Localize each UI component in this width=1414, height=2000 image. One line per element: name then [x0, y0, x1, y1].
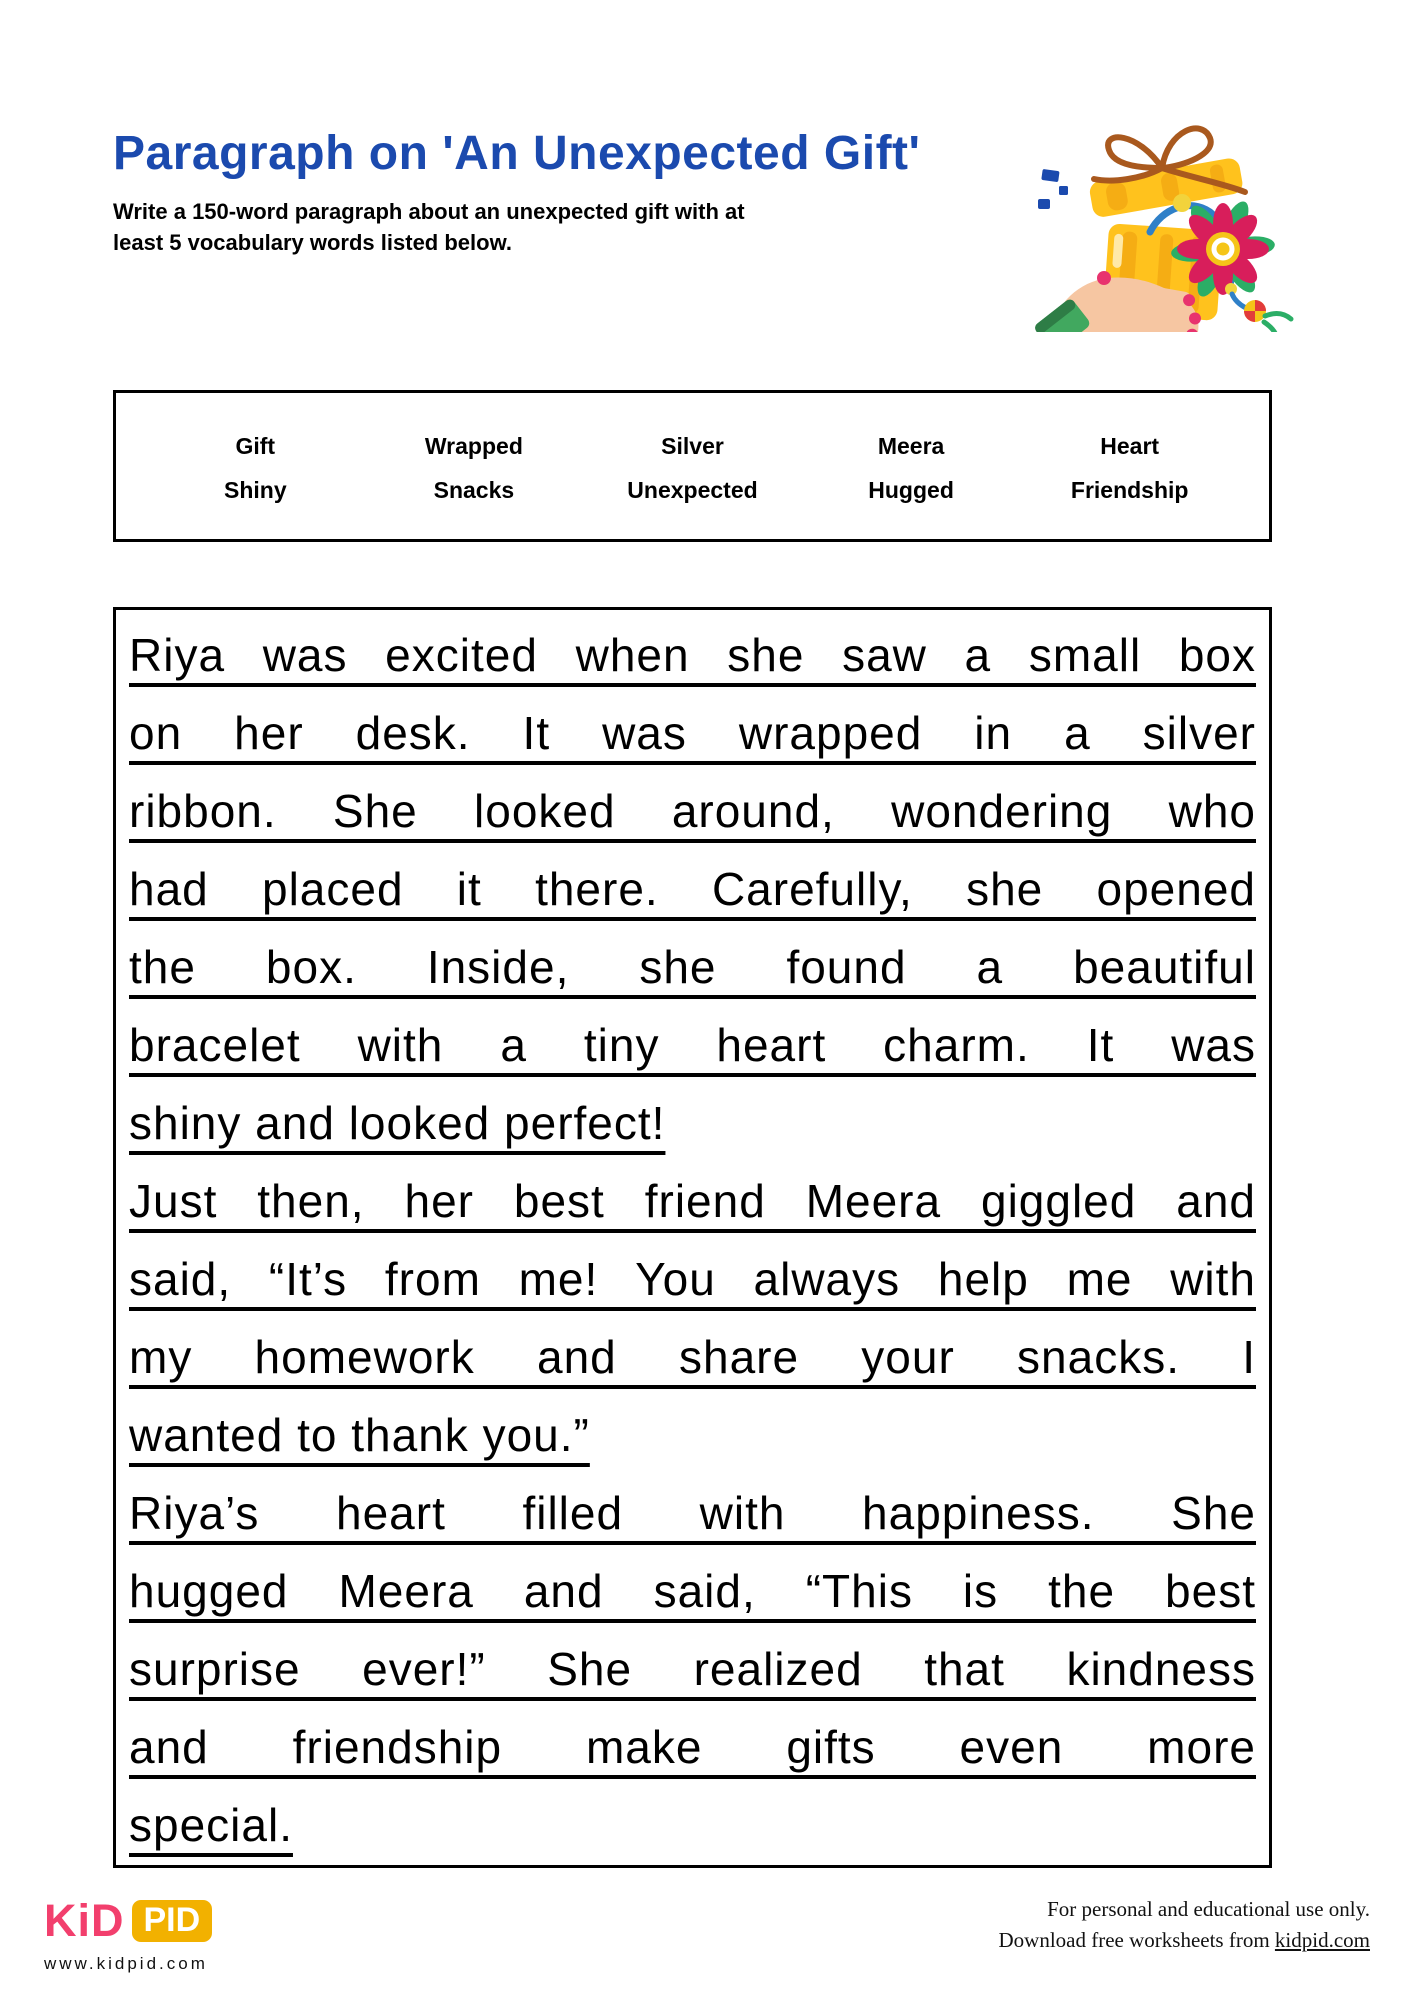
paragraph-line	[129, 1396, 1256, 1474]
paragraph-writing-box	[113, 607, 1272, 1868]
paragraph-line	[129, 616, 1256, 694]
vocabulary-word: Heart	[1100, 432, 1160, 459]
vocabulary-word: Wrapped	[424, 432, 523, 459]
paragraph-line	[129, 1708, 1256, 1786]
paragraph-line-text: ribbon. She looked around, wondering who	[129, 785, 1256, 837]
paragraph-line	[129, 694, 1256, 772]
vocabulary-word: Unexpected	[627, 476, 758, 503]
paragraph-line-text: surprise ever!” She realized that kindness	[129, 1643, 1256, 1695]
paragraph-line	[129, 928, 1256, 1006]
paragraph-line	[129, 1786, 1256, 1864]
paragraph-line-text: Just then, her best friend Meera giggled and	[129, 1175, 1256, 1227]
vocabulary-box	[113, 390, 1272, 542]
vocabulary-word: Shiny	[223, 476, 287, 503]
paragraph-line	[129, 772, 1256, 850]
download-note-line	[999, 1925, 1371, 1956]
paragraph-line-text: hugged Meera and said, “This is the best	[129, 1565, 1256, 1617]
footer-usage-note	[999, 1894, 1371, 1956]
kidpid-logo-kid-text: KiD	[44, 1895, 125, 1946]
kidpid-link[interactable]: kidpid.com	[1274, 1928, 1370, 1952]
paragraph-line	[129, 1474, 1256, 1552]
paragraph-line	[129, 1552, 1256, 1630]
paragraph-line	[129, 1084, 1256, 1162]
website-url: www.kidpid.com	[44, 1954, 208, 1973]
download-note-prefix: Download free worksheets from	[998, 1928, 1275, 1952]
paragraph-line-text: wanted to thank you.”	[129, 1409, 590, 1461]
vocabulary-word: Hugged	[868, 476, 954, 503]
paragraph-line-text: Riya was excited when she saw a small box	[129, 629, 1256, 681]
vocabulary-word: Gift	[235, 432, 276, 459]
instructions-line-1: Write a 150-word paragraph about an unexpected gift with at	[113, 199, 745, 224]
paragraph-line	[129, 1162, 1256, 1240]
vocabulary-word: Friendship	[1070, 476, 1189, 503]
paragraph-line-text: special.	[129, 1799, 293, 1851]
paragraph-line-text: the box. Inside, she found a beautiful	[129, 941, 1256, 993]
paragraph-line-text: Riya’s heart filled with happiness. She	[129, 1487, 1256, 1539]
usage-note-line: For personal and educational use only.	[1047, 1897, 1370, 1921]
instructions	[113, 196, 745, 258]
paragraph-line	[129, 1006, 1256, 1084]
paragraph-line-text: my homework and share your snacks. I	[129, 1331, 1256, 1383]
paragraph-line-text: and friendship make gifts even more	[129, 1721, 1256, 1773]
paragraph-line	[129, 1318, 1256, 1396]
paragraph-line-text: had placed it there. Carefully, she opened	[129, 863, 1256, 915]
paragraph-line-text: shiny and looked perfect!	[129, 1097, 666, 1149]
vocabulary-row-2	[146, 477, 1239, 504]
gift-illustration-svg	[1032, 82, 1297, 332]
paragraph-line	[129, 850, 1256, 928]
paragraph-line	[129, 1630, 1256, 1708]
instructions-line-2: least 5 vocabulary words listed below.	[113, 230, 512, 255]
vocabulary-word: Meera	[877, 432, 945, 459]
kidpid-logo	[44, 1895, 212, 1946]
paragraph-line-text: said, “It’s from me! You always help me with	[129, 1253, 1256, 1305]
paragraph-line-text: bracelet with a tiny heart charm. It was	[129, 1019, 1256, 1071]
vocabulary-word: Snacks	[433, 476, 515, 503]
kidpid-logo-pid-badge: PID	[132, 1900, 213, 1942]
page-title: Paragraph on 'An Unexpected Gift'	[113, 127, 921, 180]
vocabulary-row-1	[146, 433, 1239, 460]
paragraph-line-text: on her desk. It was wrapped in a silver	[129, 707, 1256, 759]
paragraph-line	[129, 1240, 1256, 1318]
vocabulary-word: Silver	[661, 432, 724, 459]
gift-illustration-icon	[1032, 82, 1297, 332]
